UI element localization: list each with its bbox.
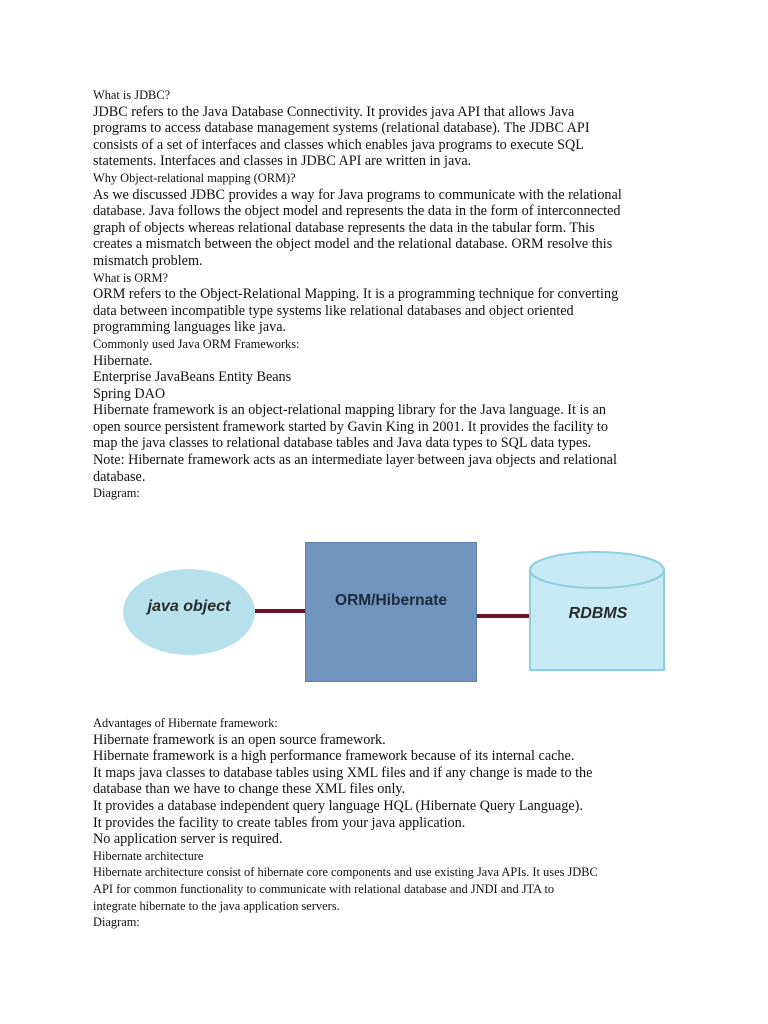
why-orm-line-5: mismatch problem.: [93, 252, 203, 269]
heading-orm-frameworks: Commonly used Java ORM Frameworks:: [93, 336, 300, 351]
jdbc-line-4: statements. Interfaces and classes in JDBC API are written in java.: [93, 153, 472, 170]
heading-advantages: Advantages of Hibernate framework:: [93, 716, 278, 730]
why-orm-line-3: graph of objects whereas relational database represents the data in the tabular form. This: [93, 219, 595, 236]
orm-hibernate-label: ORM/Hibernate: [335, 592, 447, 609]
orm-line-2: data between incompatible type systems like relational databases and object oriented: [93, 302, 574, 319]
why-orm-line-4: creates a mismatch between the object model and the relational database. ORM resolve this: [93, 236, 613, 253]
orm-hibernate-box: [305, 542, 477, 682]
architecture-line-1: Hibernate architecture consist of hibernate core components and use existing Java APIs. It uses JDBC: [93, 865, 598, 880]
heading-what-is-orm: What is ORM?: [93, 270, 169, 285]
orm-line-3: programming languages like java.: [93, 319, 287, 336]
advantage-6: No application server is required.: [93, 831, 283, 848]
hibernate-note-line-2: database.: [93, 468, 146, 485]
cylinder-top: [530, 552, 664, 588]
jdbc-line-2: programs to access database management systems (relational database). The JDBC API: [93, 120, 590, 137]
hibernate-note-line-1: Note: Hibernate framework acts as an intermediate layer between java objects and relational: [93, 452, 617, 469]
advantage-3-line-2: database than we have to change these XML files only.: [93, 781, 406, 798]
framework-spring-dao: Spring DAO: [93, 385, 166, 402]
intro-text-block: [93, 87, 683, 502]
orm-line-1: ORM refers to the Object-Relational Mapping. It is a programming technique for converting: [93, 286, 619, 303]
connector-left: [255, 609, 306, 613]
why-orm-line-2: database. Java follows the object model and represents the data in the form of interconnected: [93, 203, 621, 220]
heading-what-is-jdbc: What is JDBC?: [93, 88, 171, 102]
jdbc-line-3: consists of a set of interfaces and classes which enables java programs to execute SQL: [93, 136, 584, 153]
java-object-label: java object: [147, 598, 231, 615]
advantage-1: Hibernate framework is an open source framework.: [93, 731, 386, 748]
heading-architecture: Hibernate architecture: [93, 848, 204, 863]
advantage-3-line-1: It maps java classes to database tables using XML files and if any change is made to the: [93, 764, 593, 781]
framework-hibernate: Hibernate.: [93, 352, 153, 369]
architecture-line-2: API for common functionality to communicate with relational database and JNDI and JTA to: [93, 881, 555, 896]
diagram-label-1: Diagram:: [93, 486, 140, 501]
diagram-label-2: Diagram:: [93, 915, 140, 930]
framework-ejb: Enterprise JavaBeans Entity Beans: [93, 369, 292, 386]
heading-why-orm: Why Object-relational mapping (ORM)?: [93, 170, 296, 185]
advantages-text-block: [93, 715, 683, 931]
rdbms-label: RDBMS: [568, 605, 628, 622]
advantage-4: It provides a database independent query language HQL (Hibernate Query Language).: [93, 797, 583, 814]
architecture-line-3: integrate hibernate to the java application servers.: [93, 898, 340, 913]
hibernate-desc-line-1: Hibernate framework is an object-relational mapping library for the Java language. It is an: [93, 402, 606, 419]
hibernate-desc-line-2: open source persistent framework started by Gavin King in 2001. It provides the facility to: [93, 418, 608, 435]
connector-right: [477, 614, 530, 618]
advantage-5: It provides the facility to create tables from your java application.: [93, 814, 466, 831]
jdbc-line-1: JDBC refers to the Java Database Connectivity. It provides java API that allows Java: [93, 103, 575, 120]
advantage-2: Hibernate framework is a high performance framework because of its internal cache.: [93, 748, 575, 765]
hibernate-desc-line-3: map the java classes to relational database tables and Java data types to SQL data types.: [93, 435, 592, 452]
why-orm-line-1: As we discussed JDBC provides a way for Java programs to communicate with the relational: [93, 186, 622, 203]
